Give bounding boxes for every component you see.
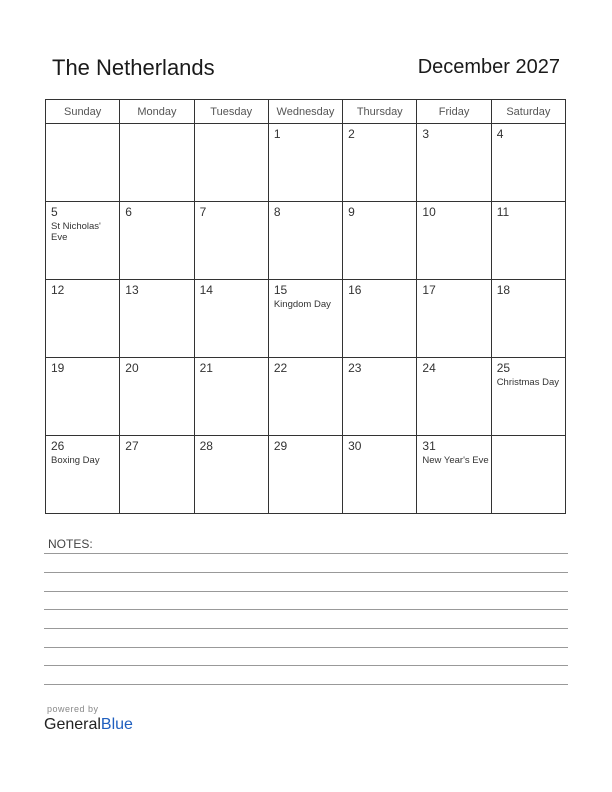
day-number: 24 — [422, 361, 436, 375]
day-number: 9 — [348, 205, 355, 219]
day-number: 30 — [348, 439, 362, 453]
holiday-label: New Year's Eve — [422, 455, 489, 466]
day-cell — [491, 124, 565, 202]
generalblue-logo — [44, 716, 133, 734]
day-number: 25 — [496, 361, 511, 375]
day-cell — [194, 358, 268, 436]
day-number: 31 — [422, 439, 436, 453]
day-cell — [417, 124, 491, 202]
day-number: 5 — [51, 205, 58, 219]
day-number: 11 — [496, 205, 510, 219]
day-number: 16 — [348, 283, 362, 297]
day-number: 26 — [51, 439, 65, 453]
weekday-header: Thursday — [343, 100, 417, 124]
day-cell — [343, 202, 417, 280]
note-line — [44, 591, 568, 592]
day-cell — [268, 202, 342, 280]
day-cell — [194, 124, 268, 202]
week-row — [46, 280, 566, 358]
day-number: 18 — [496, 283, 511, 297]
notes-label: NOTES: — [48, 537, 93, 551]
day-number: 20 — [125, 361, 139, 375]
weekday-header: Wednesday — [268, 100, 342, 124]
month-year-title: December 2027 — [417, 56, 560, 78]
day-number: 14 — [199, 283, 213, 297]
weekday-header: Monday — [120, 100, 194, 124]
day-cell — [46, 202, 120, 280]
calendar-body — [46, 124, 566, 514]
day-cell — [268, 124, 342, 202]
logo-general-text: General — [44, 716, 101, 733]
note-line — [44, 628, 568, 629]
day-cell — [194, 202, 268, 280]
day-number: 22 — [273, 361, 288, 375]
day-number: 19 — [51, 361, 65, 375]
day-cell — [46, 280, 120, 358]
week-row — [46, 202, 566, 280]
day-number: 28 — [199, 439, 213, 453]
day-number: 13 — [125, 283, 139, 297]
day-number: 29 — [273, 439, 288, 453]
day-cell — [194, 280, 268, 358]
powered-by-text: powered by — [47, 704, 99, 714]
day-number: 7 — [199, 205, 207, 219]
week-row — [46, 436, 566, 514]
country-title: The Netherlands — [52, 55, 215, 80]
day-cell — [120, 202, 194, 280]
logo-blue-text: Blue — [100, 716, 133, 733]
calendar-grid — [45, 99, 566, 514]
day-cell — [268, 280, 342, 358]
week-row — [46, 124, 566, 202]
holiday-label: Kingdom Day — [273, 299, 331, 310]
note-line — [44, 684, 568, 685]
day-number: 10 — [422, 205, 436, 219]
day-cell — [491, 280, 565, 358]
weekday-header: Saturday — [491, 100, 565, 124]
day-cell — [417, 436, 491, 514]
day-cell — [491, 358, 565, 436]
note-line — [44, 609, 568, 610]
weekday-header: Friday — [417, 100, 491, 124]
day-cell — [417, 202, 491, 280]
holiday-label: Christmas Day — [496, 377, 559, 388]
day-number: 1 — [273, 127, 281, 141]
day-cell — [343, 280, 417, 358]
day-cell — [268, 358, 342, 436]
day-cell — [343, 436, 417, 514]
day-cell — [46, 124, 120, 202]
day-number: 3 — [422, 127, 430, 141]
day-cell — [46, 436, 120, 514]
day-number: 23 — [348, 361, 362, 375]
day-cell — [268, 436, 342, 514]
weekday-header: Sunday — [46, 100, 120, 124]
day-cell — [491, 436, 565, 514]
holiday-label: St Nicholas' Eve — [51, 221, 101, 243]
day-number: 6 — [125, 205, 132, 219]
day-number: 27 — [125, 439, 139, 453]
day-number: 17 — [422, 283, 436, 297]
week-row — [46, 358, 566, 436]
day-cell — [120, 436, 194, 514]
day-cell — [343, 124, 417, 202]
day-number: 15 — [273, 283, 288, 297]
day-cell — [194, 436, 268, 514]
day-cell — [417, 280, 491, 358]
note-line — [44, 647, 568, 648]
note-line — [44, 553, 568, 554]
weekday-header-row — [46, 100, 566, 124]
day-cell — [46, 358, 120, 436]
day-cell — [491, 202, 565, 280]
day-cell — [417, 358, 491, 436]
day-number: 21 — [199, 361, 213, 375]
weekday-header: Tuesday — [194, 100, 268, 124]
day-number: 8 — [273, 205, 281, 219]
day-cell — [120, 358, 194, 436]
day-cell — [120, 124, 194, 202]
day-cell — [343, 358, 417, 436]
day-number: 2 — [348, 127, 355, 141]
note-line — [44, 665, 568, 666]
day-cell — [120, 280, 194, 358]
holiday-label: Boxing Day — [51, 455, 100, 466]
note-line — [44, 572, 568, 573]
day-number: 12 — [51, 283, 65, 297]
day-number: 4 — [496, 127, 504, 141]
